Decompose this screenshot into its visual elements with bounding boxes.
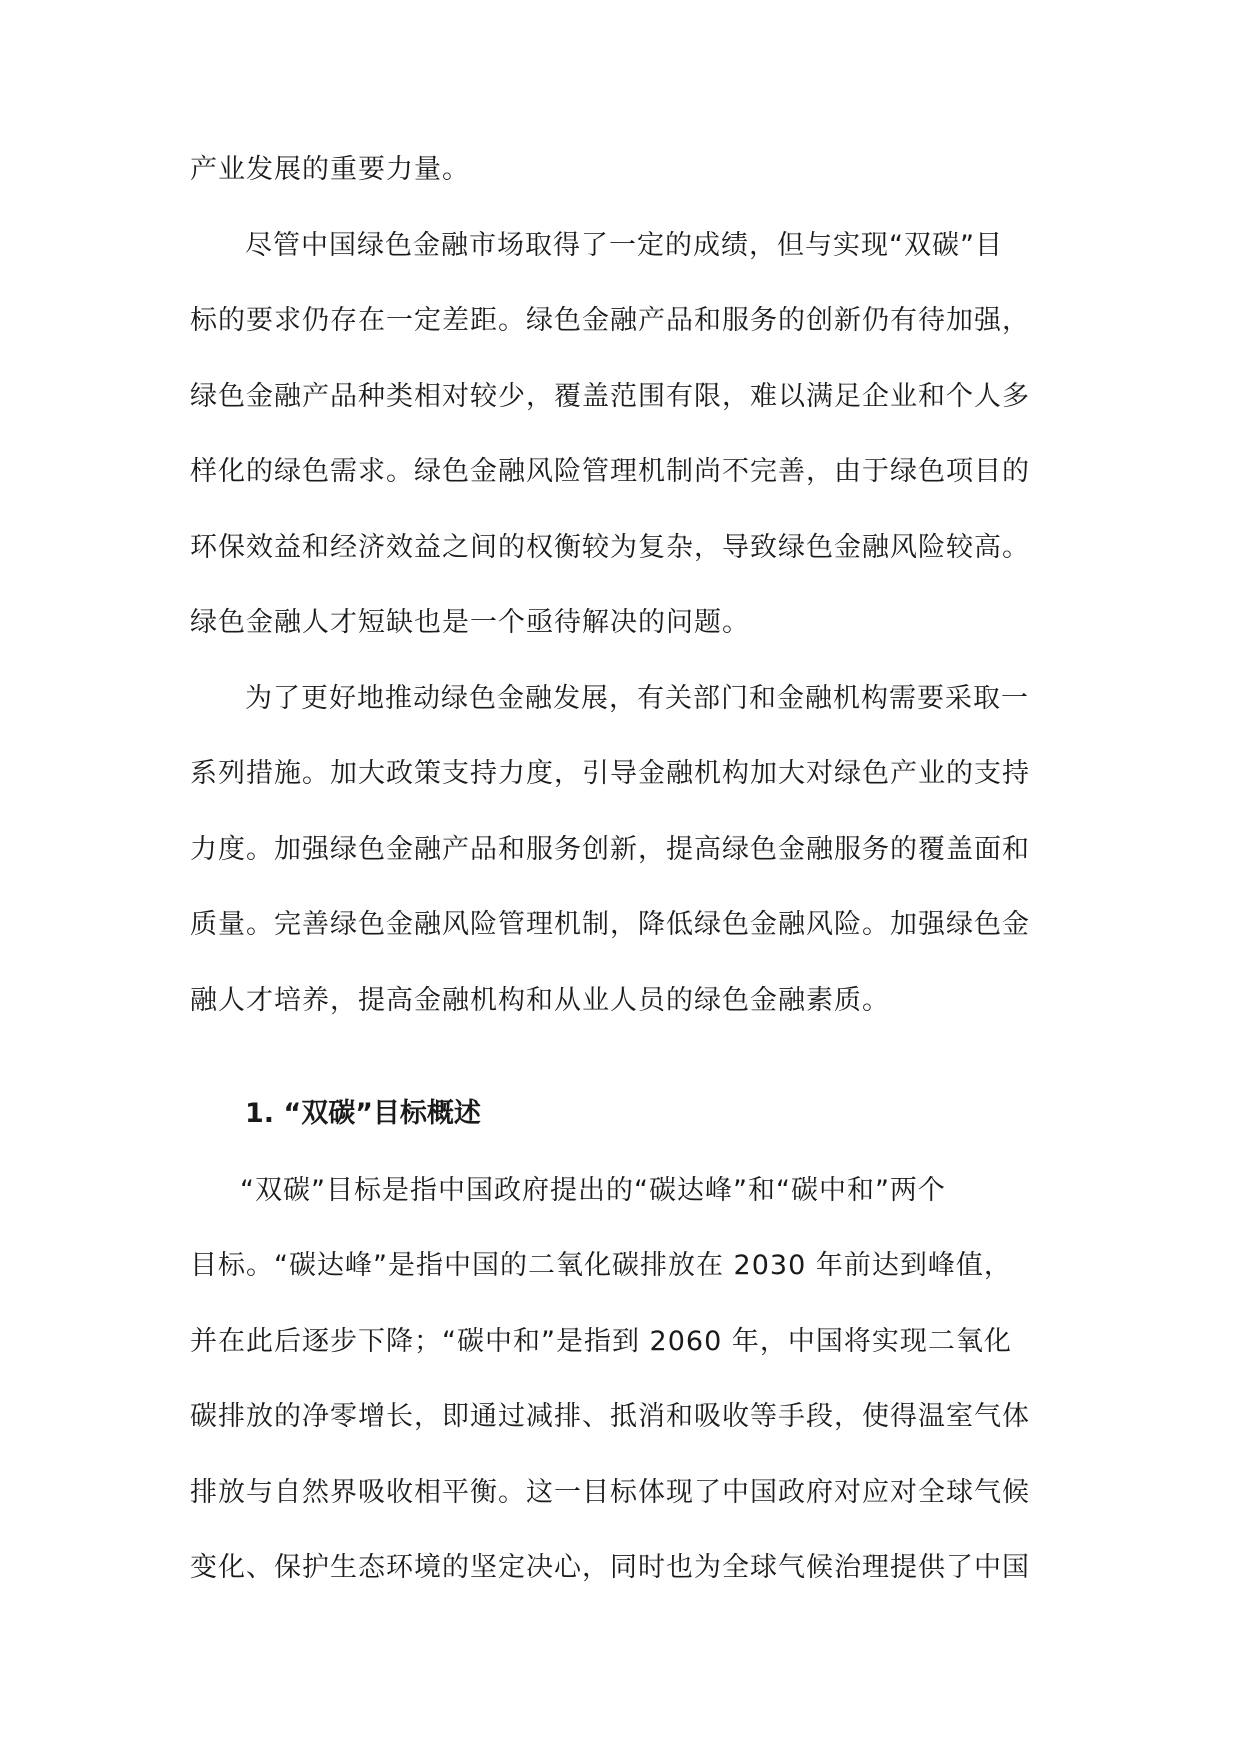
paragraph-line: 标的要求仍存在一定差距。绿色金融产品和服务的创新仍有待加强， [190,305,1030,336]
paragraph-line: 样化的绿色需求。绿色金融风险管理机制尚不完善，由于绿色项目的 [190,456,1030,487]
section-heading: 1. “双碳”目标概述 [245,1098,481,1129]
paragraph-line: 绿色金融产品种类相对较少，覆盖范围有限，难以满足企业和个人多 [190,381,1030,412]
paragraph-line: 绿色金融人才短缺也是一个亟待解决的问题。 [190,607,750,638]
paragraph-line: 并在此后逐步下降；“碳中和”是指到 2060 年，中国将实现二氧化 [190,1326,1012,1357]
paragraph-line: 碳排放的净零增长，即通过减排、抵消和吸收等手段，使得温室气体 [190,1401,1030,1432]
paragraph-line: 力度。加强绿色金融产品和服务创新，提高绿色金融服务的覆盖面和 [190,834,1030,865]
paragraph-line: 系列措施。加大政策支持力度，引导金融机构加大对绿色产业的支持 [190,758,1030,789]
paragraph-line: 排放与自然界吸收相平衡。这一目标体现了中国政府对应对全球气候 [190,1477,1030,1508]
paragraph-line: 目标。“碳达峰”是指中国的二氧化碳排放在 2030 年前达到峰值， [190,1250,1012,1281]
paragraph-line: 产业发展的重要力量。 [190,154,470,185]
paragraph-line: 为了更好地推动绿色金融发展，有关部门和金融机构需要采取一 [245,683,1029,714]
paragraph-line: 尽管中国绿色金融市场取得了一定的成绩，但与实现“双碳”目 [245,230,1003,261]
paragraph-line: 融人才培养，提高金融机构和从业人员的绿色金融素质。 [190,985,890,1016]
paragraph-line: 质量。完善绿色金融风险管理机制，降低绿色金融风险。加强绿色金 [190,909,1030,940]
paragraph-line: “双碳”目标是指中国政府提出的“碳达峰”和“碳中和”两个 [240,1175,946,1206]
paragraph-line: 变化、保护生态环境的坚定决心，同时也为全球气候治理提供了中国 [190,1552,1030,1583]
paragraph-line: 环保效益和经济效益之间的权衡较为复杂，导致绿色金融风险较高。 [190,532,1030,563]
